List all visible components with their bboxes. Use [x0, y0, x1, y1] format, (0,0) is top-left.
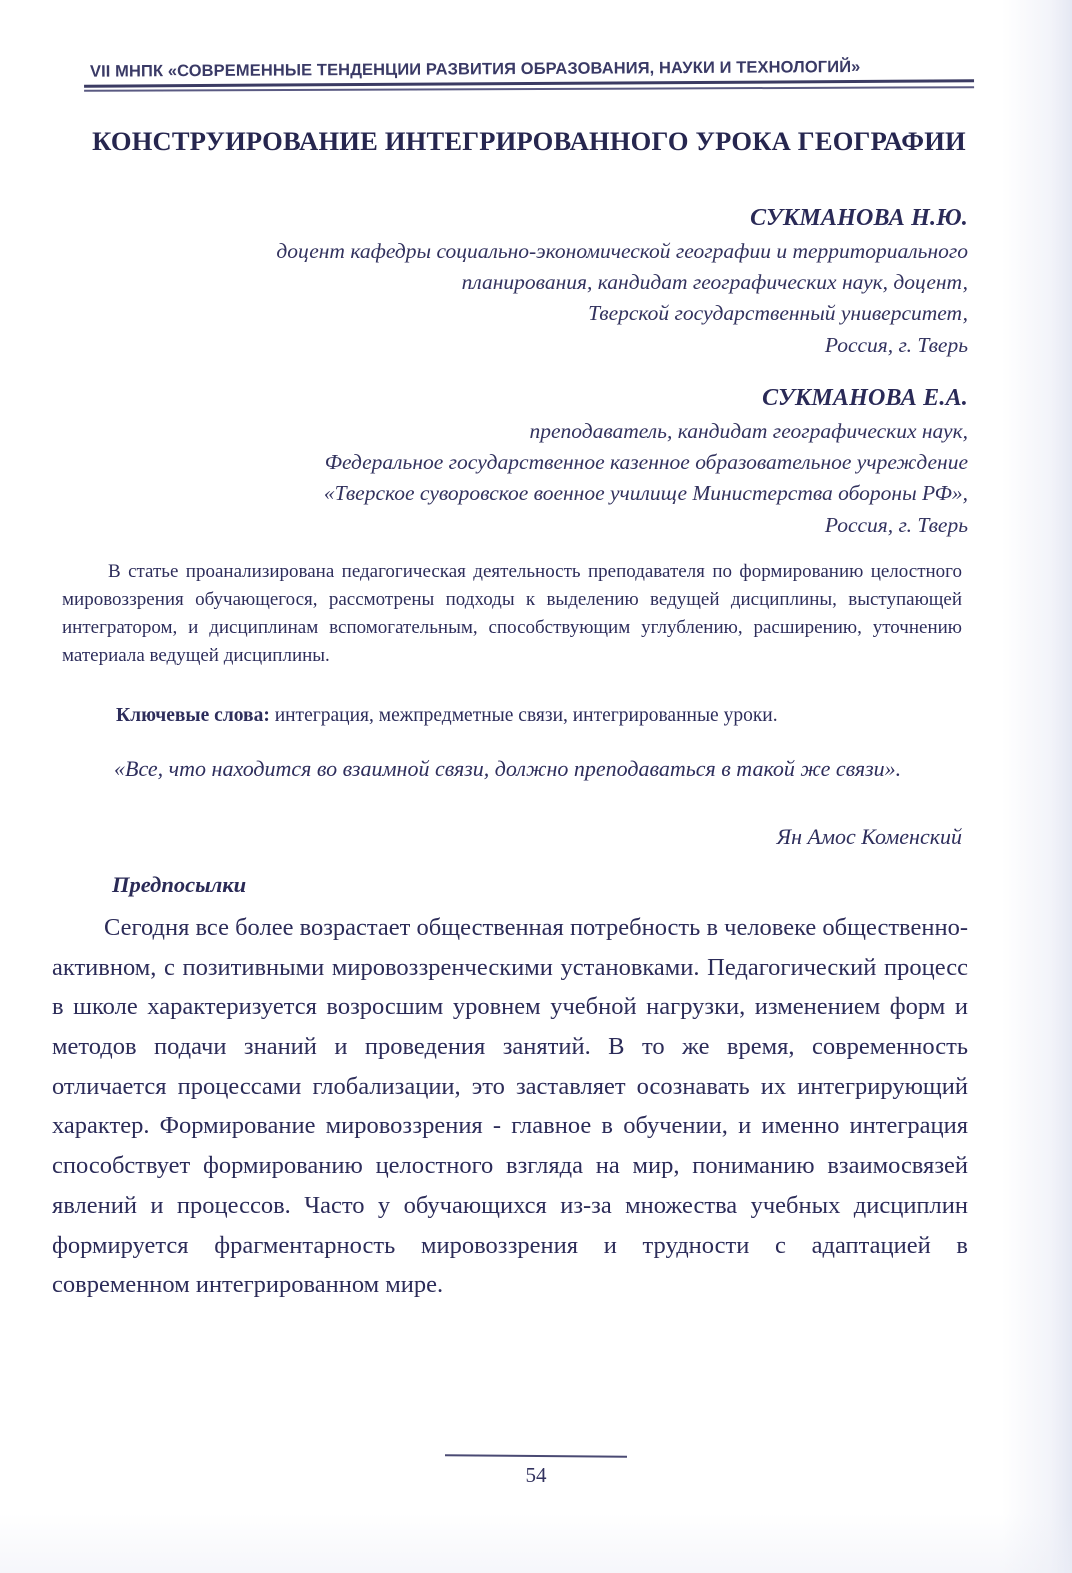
abstract-text: В статье проанализирована педагогическая деятельность преподавателя по формированию целостного мировоззрения обучающегося, рассмотрены подходы к выделению ведущей дисциплины, выступающей интегратором, и дисциплинам вспомогательным, способствующим углублению, расширению, уточнению материала ведущей дисциплины. — [62, 561, 962, 666]
author-name-2: СУКМАНОВА Е.А. — [762, 385, 968, 411]
author-affiliation-1-line-4: Россия, г. Тверь — [824, 332, 968, 357]
author-block-2 — [84, 385, 968, 541]
scan-edge-shading-bottom — [0, 1513, 1072, 1573]
keywords-label: Ключевые слова: — [116, 705, 270, 726]
page-footer — [0, 1455, 1072, 1488]
scan-edge-shading-right — [1002, 0, 1072, 1573]
running-head-block — [84, 57, 974, 92]
page-number: 54 — [525, 1462, 547, 1487]
keywords-line — [62, 702, 962, 729]
author-affiliation-2-line-2: Федеральное государственное казенное образовательное учреждение — [324, 450, 968, 475]
abstract-paragraph — [62, 558, 962, 670]
epigraph-text: «Все, что находится во взаимной связи, должно преподаваться в такой же связи». — [114, 756, 902, 781]
keywords-values: интеграция, межпредметные связи, интегрированные уроки. — [274, 705, 778, 726]
body-paragraph — [52, 908, 968, 1305]
article-title: КОНСТРУИРОВАНИЕ ИНТЕГРИРОВАННОГО УРОКА ГЕОГРАФИИ — [92, 126, 966, 156]
footer-rule — [445, 1454, 627, 1457]
author-name-1: СУКМАНОВА Н.Ю. — [750, 205, 968, 231]
author-affiliation-2-line-3: «Тверское суворовское военное училище Министерства обороны РФ», — [323, 481, 968, 506]
author-affiliation-2-line-1: преподаватель, кандидат географических наук, — [529, 419, 968, 443]
author-affiliation-1-line-1: доцент кафедры социально-экономической географии и территориального — [276, 239, 968, 263]
running-head-text: VII МНПК «СОВРЕМЕННЫЕ ТЕНДЕНЦИИ РАЗВИТИЯ ОБРАЗОВАНИЯ, НАУКИ И ТЕХНОЛОГИЙ» — [89, 57, 861, 81]
author-block-1 — [84, 205, 968, 361]
author-affiliation-1-line-2: планирования, кандидат географических наук, доцент, — [461, 270, 968, 295]
author-affiliation-2-line-4: Россия, г. Тверь — [824, 512, 968, 537]
header-rule-lower — [84, 86, 974, 92]
epigraph-text-block — [62, 752, 962, 785]
author-affiliation-1-line-3: Тверской государственный университет, — [588, 301, 968, 326]
epigraph-source: Ян Амос Коменский — [776, 824, 962, 849]
section-heading-predposylki: Предпосылки — [112, 872, 247, 897]
body-text: Сегодня все более возрастает общественная потребность в человеке общественно-активном, с позитивными мировоззренческими установками. Педагогический процесс в школе характеризуется возросшим уровнем учебной нагрузки, изменением форм и методов подачи знаний и проведения занятий. В то же время, современность отличается процессами глобализации, это заставляет осознавать их интегрирующий характер. Формирование мировоззрения - главное в обучении, и именно интеграция способствует формированию целостного взгляда на мир, пониманию взаимосвязей явлений и процессов. Часто у обучающихся из-за множества учебных дисциплин формируется фрагментарность мировоззрения и трудности с адаптацией в современном интегрированном мире. — [52, 914, 968, 1299]
